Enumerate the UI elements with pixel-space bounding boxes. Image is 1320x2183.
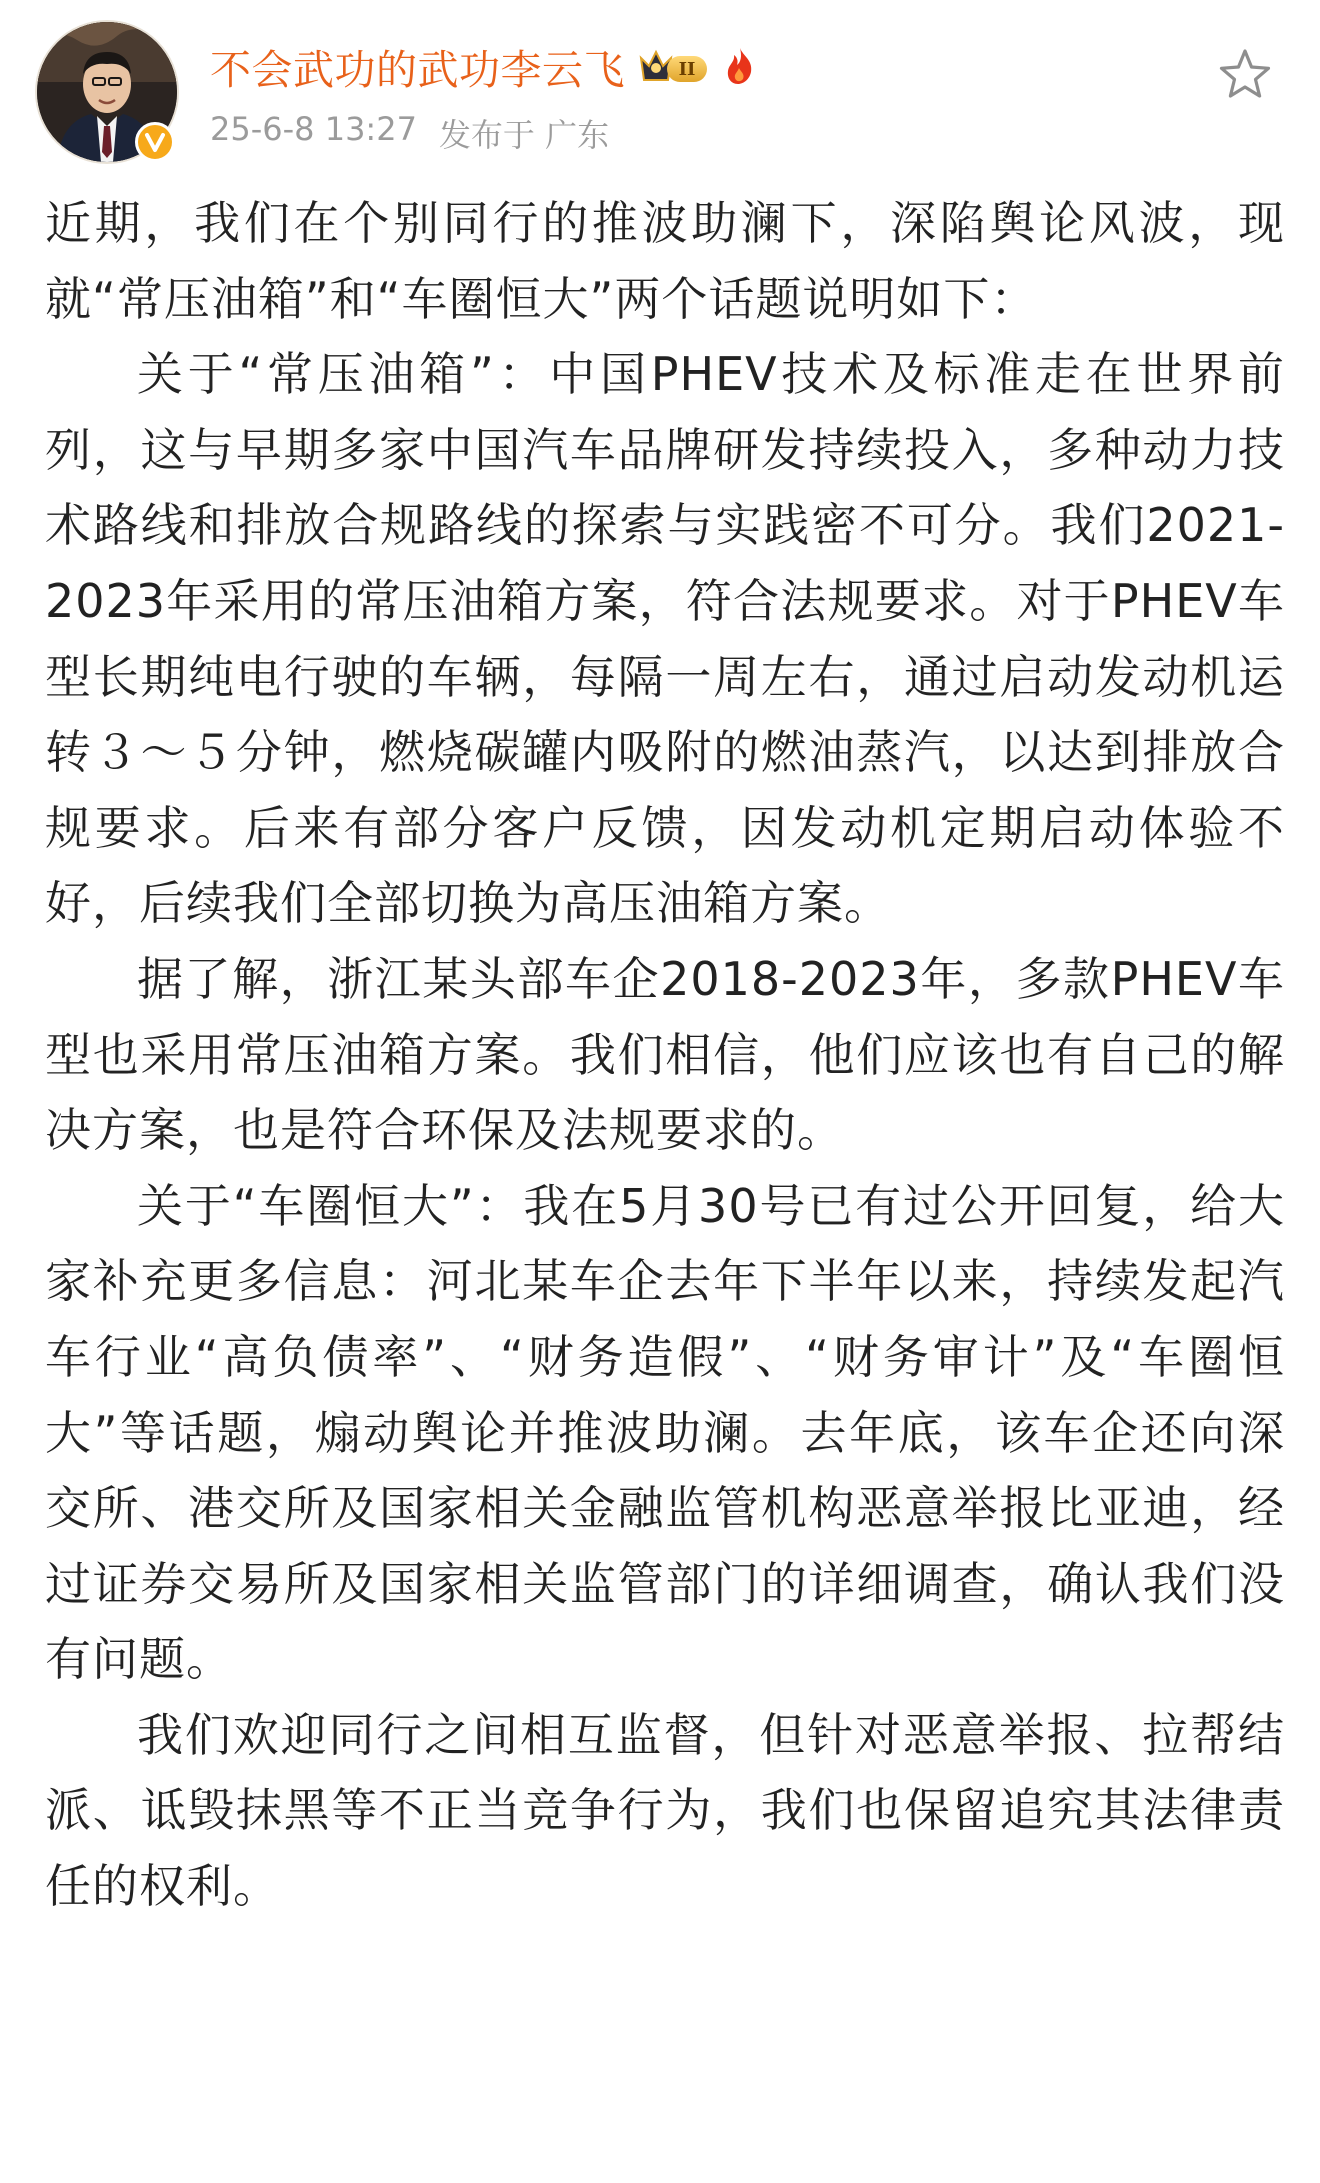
post-paragraph-closing: 我们欢迎同行之间相互监督，但针对恶意举报、拉帮结派、诋毁抹黑等不正当竞争行为，我们也保留追究其法律责任的权利。 bbox=[45, 1707, 1285, 1914]
post-header bbox=[0, 0, 1320, 185]
avatar-container[interactable] bbox=[37, 22, 177, 162]
post-timestamp: 25-6-8 13:27 bbox=[210, 110, 417, 148]
verified-v-icon bbox=[135, 122, 175, 162]
vip-crown-badge-icon[interactable] bbox=[637, 44, 711, 88]
favorite-button[interactable] bbox=[1216, 46, 1274, 104]
post-paragraph-peer: 据了解，浙江某头部车企2018-2023年，多款PHEV车型也采用常压油箱方案。我们相信，他们应该也有自己的解决方案，也是符合环保及法规要求的。 bbox=[45, 951, 1285, 1158]
post-paragraph-intro: 近期，我们在个别同行的推波助澜下，深陷舆论风波，现就“常压油箱”和“车圈恒大”两个话题说明如下： bbox=[45, 196, 1285, 326]
post-body bbox=[45, 186, 1285, 1925]
post-paragraph-evergrande: 关于“车圈恒大”：我在5月30号已有过公开回复，给大家补充更多信息：河北某车企去年下半年以来，持续发起汽车行业“高负债率”、“财务造假”、“财务审计”及“车圈恒大”等话题，煽动舆论并推波助澜。去年底，该车企还向深交所、港交所及国家相关金融监管机构恶意举报比亚迪，经过证券交易所及国家相关监管部门的详细调查，确认我们没有问题。 bbox=[45, 1178, 1285, 1687]
star-outline-icon bbox=[1216, 46, 1274, 104]
fire-icon bbox=[723, 46, 757, 86]
post-location: 发布于 广东 bbox=[438, 116, 610, 154]
author-name-link[interactable]: 不会武功的武功李云飞 bbox=[210, 45, 625, 94]
author-name-row bbox=[210, 36, 757, 96]
post-paragraph-tank: 关于“常压油箱”：中国PHEV技术及标准走在世界前列，这与早期多家中国汽车品牌研发持续投入，多种动力技术路线和排放合规路线的探索与实践密不可分。我们2021-2023年采用的常压油箱方案，符合法规要求。对于PHEV车型长期纯电行驶的车辆，每隔一周左右，通过启动发动机运转３～５分钟，燃烧碳罐内吸附的燃油蒸汽，以达到排放合规要求。后来有部分客户反馈，因发动机定期启动体验不好，后续我们全部切换为高压油箱方案。 bbox=[45, 347, 1285, 931]
vip-level-text: II bbox=[678, 59, 696, 80]
post-meta bbox=[210, 110, 609, 156]
